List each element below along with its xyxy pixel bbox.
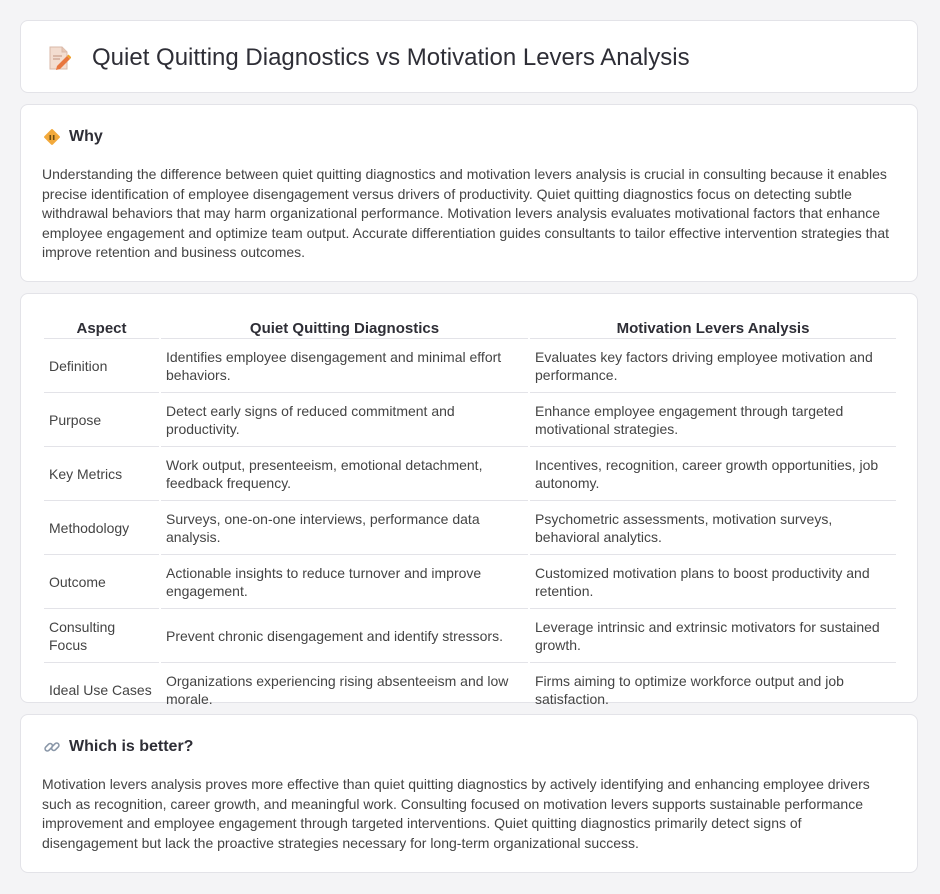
- aspect-cell: Key Metrics: [44, 449, 159, 501]
- motivation-levers-cell: Enhance employee engagement through targeted motivational strategies.: [530, 395, 896, 447]
- table-row: [44, 665, 896, 717]
- table-row: [44, 611, 896, 663]
- table-row: [44, 557, 896, 609]
- comparison-section: [20, 293, 918, 707]
- aspect-cell: Consulting Focus: [44, 611, 159, 663]
- column-header-motivation-levers: Motivation Levers Analysis: [530, 318, 896, 339]
- link-icon: [43, 738, 61, 756]
- page-title: Quiet Quitting Diagnostics vs Motivation Levers Analysis: [92, 44, 690, 71]
- table-header-row: [44, 318, 896, 339]
- aspect-cell: Methodology: [44, 503, 159, 555]
- motivation-levers-cell: Leverage intrinsic and extrinsic motivators for sustained growth.: [530, 611, 896, 663]
- why-heading: Why: [69, 128, 103, 145]
- quiet-quitting-cell: Identifies employee disengagement and minimal effort behaviors.: [161, 341, 528, 393]
- column-header-quiet-quitting: Quiet Quitting Diagnostics: [161, 318, 528, 339]
- why-text: Understanding the difference between quiet quitting diagnostics and motivation levers analysis is crucial in consulting because it enables precise identification of employee disengagement versus drivers of productivity. Quiet quitting diagnostics focus on detecting subtle withdrawal behaviors that may harm organizational performance. Motivation levers analysis evaluates motivational factors that enhance employee engagement and optimize team output. Accurate differentiation guides consultants to tailor effective intervention strategies that improve retention and business outcomes.: [42, 166, 889, 261]
- better-heading: Which is better?: [69, 738, 194, 755]
- motivation-levers-cell: Firms aiming to optimize workforce output and job satisfaction.: [530, 665, 896, 717]
- table-row: [44, 395, 896, 447]
- aspect-cell: Ideal Use Cases: [44, 665, 159, 717]
- header-card: [20, 20, 918, 93]
- comparison-table: [42, 316, 898, 719]
- table-row: [44, 341, 896, 393]
- motivation-levers-cell: Customized motivation plans to boost productivity and retention.: [530, 557, 896, 609]
- document-pencil-icon: [47, 45, 71, 71]
- motivation-levers-cell: Evaluates key factors driving employee motivation and performance.: [530, 341, 896, 393]
- why-section: [20, 104, 918, 282]
- quiet-quitting-cell: Work output, presenteeism, emotional detachment, feedback frequency.: [161, 449, 528, 501]
- table-row: [44, 503, 896, 555]
- aspect-cell: Outcome: [44, 557, 159, 609]
- quiet-quitting-cell: Organizations experiencing rising absenteeism and low morale.: [161, 665, 528, 717]
- better-text: Motivation levers analysis proves more effective than quiet quitting diagnostics by actively identifying and enhancing employee drivers such as recognition, career growth, and meaningful work. Consulting focused on motivation levers supports sustainable performance improvement and employee engagement through targeted interventions. Quiet quitting diagnostics primarily detect signs of disengagement but lack the proactive strategies necessary for long-term organizational success.: [42, 776, 870, 851]
- better-header: [43, 735, 193, 759]
- which-is-better-section: [20, 714, 918, 873]
- table-row: [44, 449, 896, 501]
- quiet-quitting-cell: Detect early signs of reduced commitment and productivity.: [161, 395, 528, 447]
- quiet-quitting-cell: Prevent chronic disengagement and identify stressors.: [161, 611, 528, 663]
- motivation-levers-cell: Psychometric assessments, motivation surveys, behavioral analytics.: [530, 503, 896, 555]
- aspect-cell: Definition: [44, 341, 159, 393]
- column-header-aspect: Aspect: [44, 318, 159, 339]
- why-header: [43, 125, 103, 149]
- diamond-sign-icon: [43, 128, 61, 146]
- motivation-levers-cell: Incentives, recognition, career growth opportunities, job autonomy.: [530, 449, 896, 501]
- aspect-cell: Purpose: [44, 395, 159, 447]
- quiet-quitting-cell: Surveys, one-on-one interviews, performance data analysis.: [161, 503, 528, 555]
- quiet-quitting-cell: Actionable insights to reduce turnover and improve engagement.: [161, 557, 528, 609]
